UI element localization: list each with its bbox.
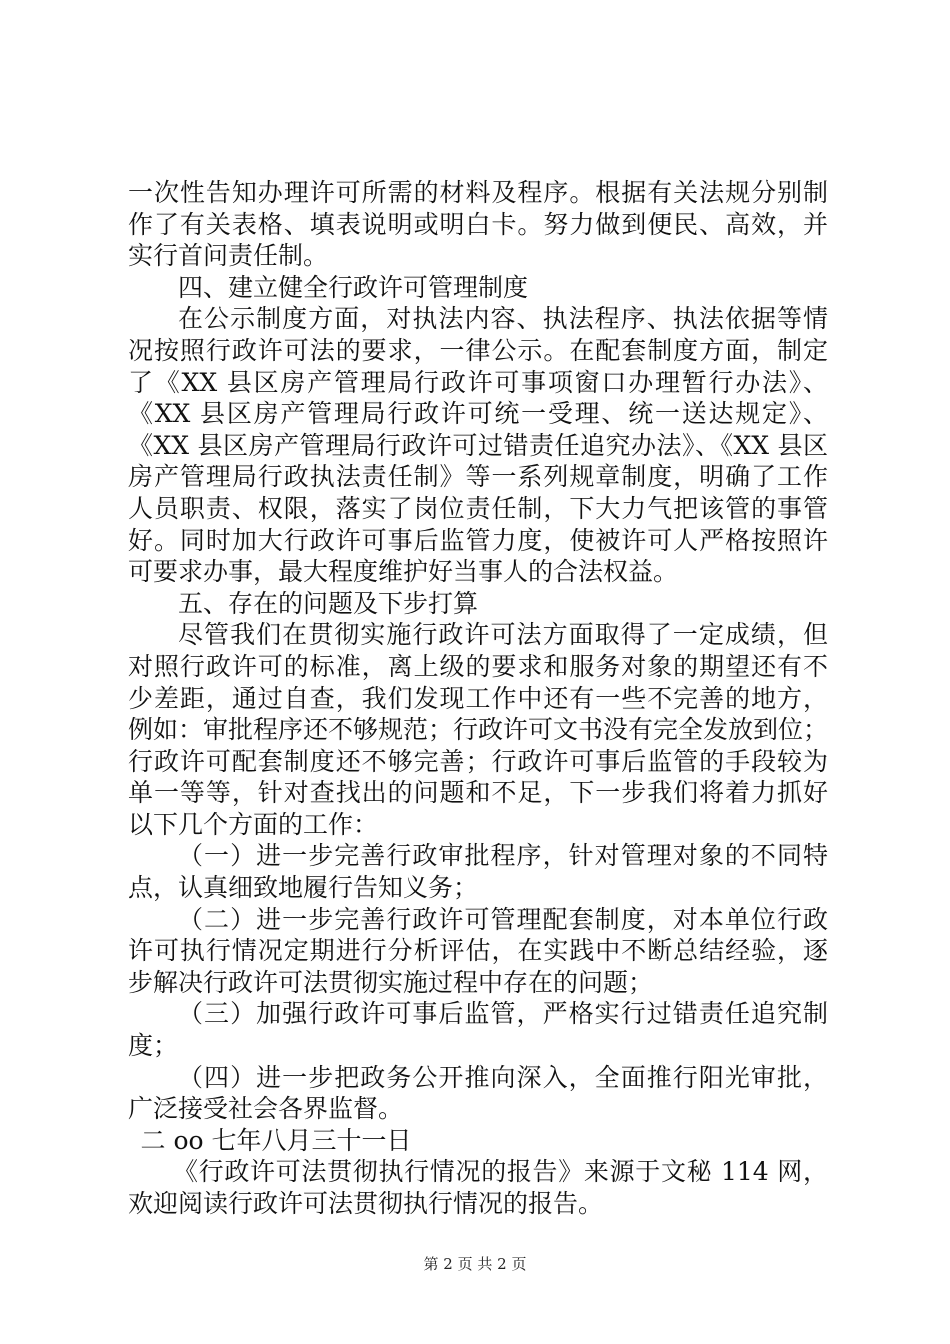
document-body — [128, 177, 828, 1220]
text-line: （二）进一步完善行政许可管理配套制度，对本单位行政 — [178, 904, 828, 934]
text-line: 许可执行情况定期进行分析评估，在实践中不断总结经验，逐 — [128, 936, 828, 966]
text-line: 二 oo 七年八月三十一日 — [140, 1125, 412, 1155]
text-line: 《XX 县区房产管理局行政许可统一受理、统一送达规定》、 — [128, 399, 828, 429]
text-line: 点，认真细致地履行告知义务； — [128, 873, 479, 903]
text-line: 好。同时加大行政许可事后监管力度，使被许可人严格按照许 — [128, 525, 828, 555]
text-line: 作了有关表格、填表说明或明白卡。努力做到便民、高效，并 — [128, 209, 828, 239]
text-line: （一）进一步完善行政审批程序，针对管理对象的不同特 — [178, 841, 828, 871]
text-line: 以下几个方面的工作： — [128, 809, 379, 839]
page-footer: 第 2 页 共 2 页 — [423, 1255, 527, 1273]
text-line: 例如：审批程序还不够规范；行政许可文书没有完全发放到位； — [128, 715, 828, 745]
text-line: 单一等等，针对查找出的问题和不足，下一步我们将着力抓好 — [128, 778, 828, 808]
text-line: （三）加强行政许可事后监管，严格实行过错责任追究制 — [178, 999, 828, 1029]
text-line: 四、建立健全行政许可管理制度 — [178, 272, 529, 302]
text-line: 况按照行政许可法的要求，一律公示。在配套制度方面，制定 — [128, 335, 828, 365]
text-line: 一次性告知办理许可所需的材料及程序。根据有关法规分别制 — [128, 178, 828, 207]
text-line: 《行政许可法贯彻执行情况的报告》来源于文秘 114 网， — [173, 1157, 828, 1187]
text-line: 《XX 县区房产管理局行政许可过错责任追究办法》、《XX 县区 — [128, 430, 828, 460]
text-line: 人员职责、权限，落实了岗位责任制，下大力气把该管的事管 — [128, 493, 828, 523]
text-line: 欢迎阅读行政许可法贯彻执行情况的报告。 — [128, 1189, 604, 1218]
text-line: 对照行政许可的标准，离上级的要求和服务对象的期望还有不 — [128, 651, 828, 681]
text-line: （四）进一步把政务公开推向深入，全面推行阳光审批， — [178, 1062, 828, 1092]
text-line: 广泛接受社会各界监督。 — [128, 1094, 404, 1124]
text-line: 了《XX 县区房产管理局行政许可事项窗口办理暂行办法》、 — [128, 367, 828, 397]
text-line: 度； — [128, 1031, 179, 1061]
text-line: 尽管我们在贯彻实施行政许可法方面取得了一定成绩，但 — [178, 620, 828, 650]
text-line: 行政许可配套制度还不够完善；行政许可事后监管的手段较为 — [128, 746, 828, 776]
text-line: 少差距，通过自查，我们发现工作中还有一些不完善的地方， — [128, 683, 828, 713]
text-line: 步解决行政许可法贯彻实施过程中存在的问题； — [128, 967, 654, 997]
text-line: 五、存在的问题及下步打算 — [178, 588, 479, 618]
text-line: 房产管理局行政执法责任制》等一系列规章制度，明确了工作 — [128, 462, 828, 492]
text-line: 可要求办事，最大程度维护好当事人的合法权益。 — [128, 557, 679, 587]
text-line: 在公示制度方面，对执法内容、执法程序、执法依据等情 — [178, 304, 828, 334]
text-line: 实行首问责任制。 — [128, 241, 329, 271]
